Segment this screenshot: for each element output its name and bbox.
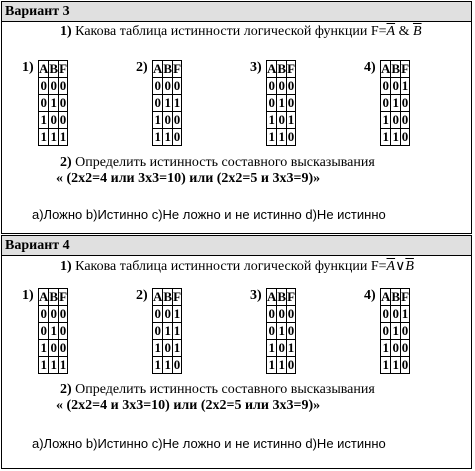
cell: 0 [287,95,295,110]
cell: 1 [382,112,389,127]
operator: & [395,24,413,39]
cell: 0 [59,112,67,127]
header-cell: F [173,61,182,76]
var-a: $\overline{A}$ [386,24,396,39]
cell: 0 [173,112,181,127]
header-cell: B [391,289,401,304]
truth-table [266,60,296,146]
cell: 1 [164,357,171,372]
variant-3-block [1,1,472,234]
cell: 1 [382,357,389,372]
variant-4-block [1,235,472,469]
cell: 0 [164,112,171,127]
truth-table [380,288,410,374]
cell: 0 [268,78,275,93]
cell: 0 [173,78,181,93]
cell: 1 [173,323,181,338]
cell: 1 [154,340,161,355]
cell: 0 [59,340,67,355]
question-text: Определить истинность составного высказывания [75,155,375,170]
header-cell: B [49,61,59,76]
cell: 0 [287,357,295,372]
cell: 1 [40,112,47,127]
cell: 0 [154,95,161,110]
cell: 1 [50,95,57,110]
cell: 1 [401,78,409,93]
option-label: 4) [364,288,376,303]
cell: 0 [392,78,399,93]
header-cell: F [59,289,68,304]
cell: 1 [164,129,171,144]
cell: 0 [382,323,389,338]
cell: 0 [268,323,275,338]
cell: 1 [59,357,67,372]
option-label: 3) [250,60,262,75]
truth-table [38,288,68,374]
operator: ∨ [395,259,406,274]
cell: 0 [278,306,285,321]
option-label: 2) [136,60,148,75]
cell: 1 [164,323,171,338]
option-label: 3) [250,288,262,303]
option-label: 1) [22,288,34,303]
cell: 0 [382,78,389,93]
cell: 0 [173,129,181,144]
truth-table [152,288,182,374]
cell: 1 [50,129,57,144]
question-number: 1) [60,24,72,39]
cell: 0 [59,95,67,110]
header-cell: A [153,289,163,304]
variant-title: Вариант 3 [2,2,471,22]
cell: 0 [401,323,409,338]
truth-table [380,60,410,146]
question-2-line [60,155,375,171]
cell: 1 [382,129,389,144]
cell: 1 [268,357,275,372]
cell: 0 [164,306,171,321]
header-cell: F [173,289,182,304]
cell: 0 [382,306,389,321]
header-cell: F [59,61,68,76]
var-b: $\overline{B}$ [412,24,422,39]
cell: 0 [268,95,275,110]
cell: 0 [50,306,57,321]
option-label: 4) [364,60,376,75]
cell: 1 [401,306,409,321]
cell: 1 [392,323,399,338]
cell: 1 [392,129,399,144]
truth-table-options [2,60,472,144]
cell: 0 [164,340,171,355]
cell: 0 [50,112,57,127]
cell: 1 [173,306,181,321]
cell: 1 [154,112,161,127]
cell: 1 [268,112,275,127]
cell: 0 [287,323,295,338]
truth-table [266,288,296,374]
cell: 1 [59,129,67,144]
cell: 1 [164,95,171,110]
truth-table [152,60,182,146]
question-number: 2) [60,382,72,397]
cell: 0 [287,129,295,144]
question-expression: « (2х2=4 или 3х3=10) или (2х2=5 и 3х3=9)» [56,171,321,186]
cell: 1 [268,340,275,355]
header-cell: F [287,289,296,304]
cell: 0 [401,112,409,127]
header-cell: A [39,289,49,304]
truth-table [38,60,68,146]
cell: 1 [392,95,399,110]
cell: 1 [40,357,47,372]
answer-choices: а)Ложно b)Истинно c)Не ложно и не истинно d)Не истинно [32,436,386,451]
cell: 0 [401,340,409,355]
cell: 0 [287,306,295,321]
cell: 0 [154,306,161,321]
truth-table-options [2,288,472,372]
cell: 1 [154,129,161,144]
question-1 [60,258,414,275]
cell: 0 [401,129,409,144]
cell: 1 [278,357,285,372]
question-2 [56,155,375,187]
option-label: 2) [136,288,148,303]
question-number: 2) [60,155,72,170]
cell: 0 [392,112,399,127]
variant-title: Вариант 4 [2,236,471,256]
cell: 0 [287,78,295,93]
cell: 0 [278,340,285,355]
cell: 1 [268,129,275,144]
cell: 1 [392,357,399,372]
cell: 1 [382,340,389,355]
question-1 [60,24,422,40]
header-cell: B [391,61,401,76]
cell: 0 [40,306,47,321]
header-cell: B [49,289,59,304]
question-2 [56,382,375,414]
header-cell: F [401,61,410,76]
cell: 0 [382,95,389,110]
question-text: Какова таблица истинности логической функции F= [75,259,387,274]
question-text: Какова таблица истинности логической функции F= [75,24,387,39]
cell: 1 [278,129,285,144]
cell: 0 [278,78,285,93]
cell: 0 [154,78,161,93]
header-cell: A [267,61,277,76]
header-cell: F [401,289,410,304]
header-cell: B [277,61,287,76]
header-cell: F [287,61,296,76]
question-2-line [60,382,375,398]
header-cell: B [163,61,173,76]
cell: 0 [401,357,409,372]
var-a: $\overline{A}$ [386,259,396,274]
cell: 0 [392,306,399,321]
header-cell: B [163,289,173,304]
cell: 0 [40,95,47,110]
cell: 0 [50,78,57,93]
answer-choices: а)Ложно b)Истинно c)Не ложно и не истинно d)Не истинно [32,207,386,222]
cell: 1 [50,357,57,372]
cell: 1 [173,95,181,110]
cell: 0 [401,95,409,110]
header-cell: B [277,289,287,304]
cell: 1 [278,323,285,338]
cell: 1 [154,357,161,372]
cell: 1 [287,112,295,127]
cell: 0 [392,340,399,355]
cell: 0 [50,340,57,355]
cell: 0 [40,78,47,93]
question-number: 1) [60,259,72,274]
header-cell: A [267,289,277,304]
header-cell: A [153,61,163,76]
cell: 1 [40,340,47,355]
header-cell: A [39,61,49,76]
cell: 0 [59,78,67,93]
question-text: Определить истинность составного высказывания [75,382,375,397]
cell: 0 [59,323,67,338]
cell: 0 [154,323,161,338]
question-expression: « (2х2=4 и 3х3=10) или (2х2=5 или 3х3=9)» [56,398,321,413]
header-cell: A [381,61,391,76]
cell: 0 [59,306,67,321]
cell: 0 [164,78,171,93]
cell: 0 [278,112,285,127]
cell: 1 [173,340,181,355]
cell: 1 [278,95,285,110]
option-label: 1) [22,60,34,75]
cell: 0 [173,357,181,372]
header-cell: A [381,289,391,304]
cell: 0 [40,323,47,338]
cell: 1 [40,129,47,144]
var-b: $\overline{B}$ [405,259,414,274]
cell: 0 [268,306,275,321]
cell: 1 [287,340,295,355]
cell: 1 [50,323,57,338]
